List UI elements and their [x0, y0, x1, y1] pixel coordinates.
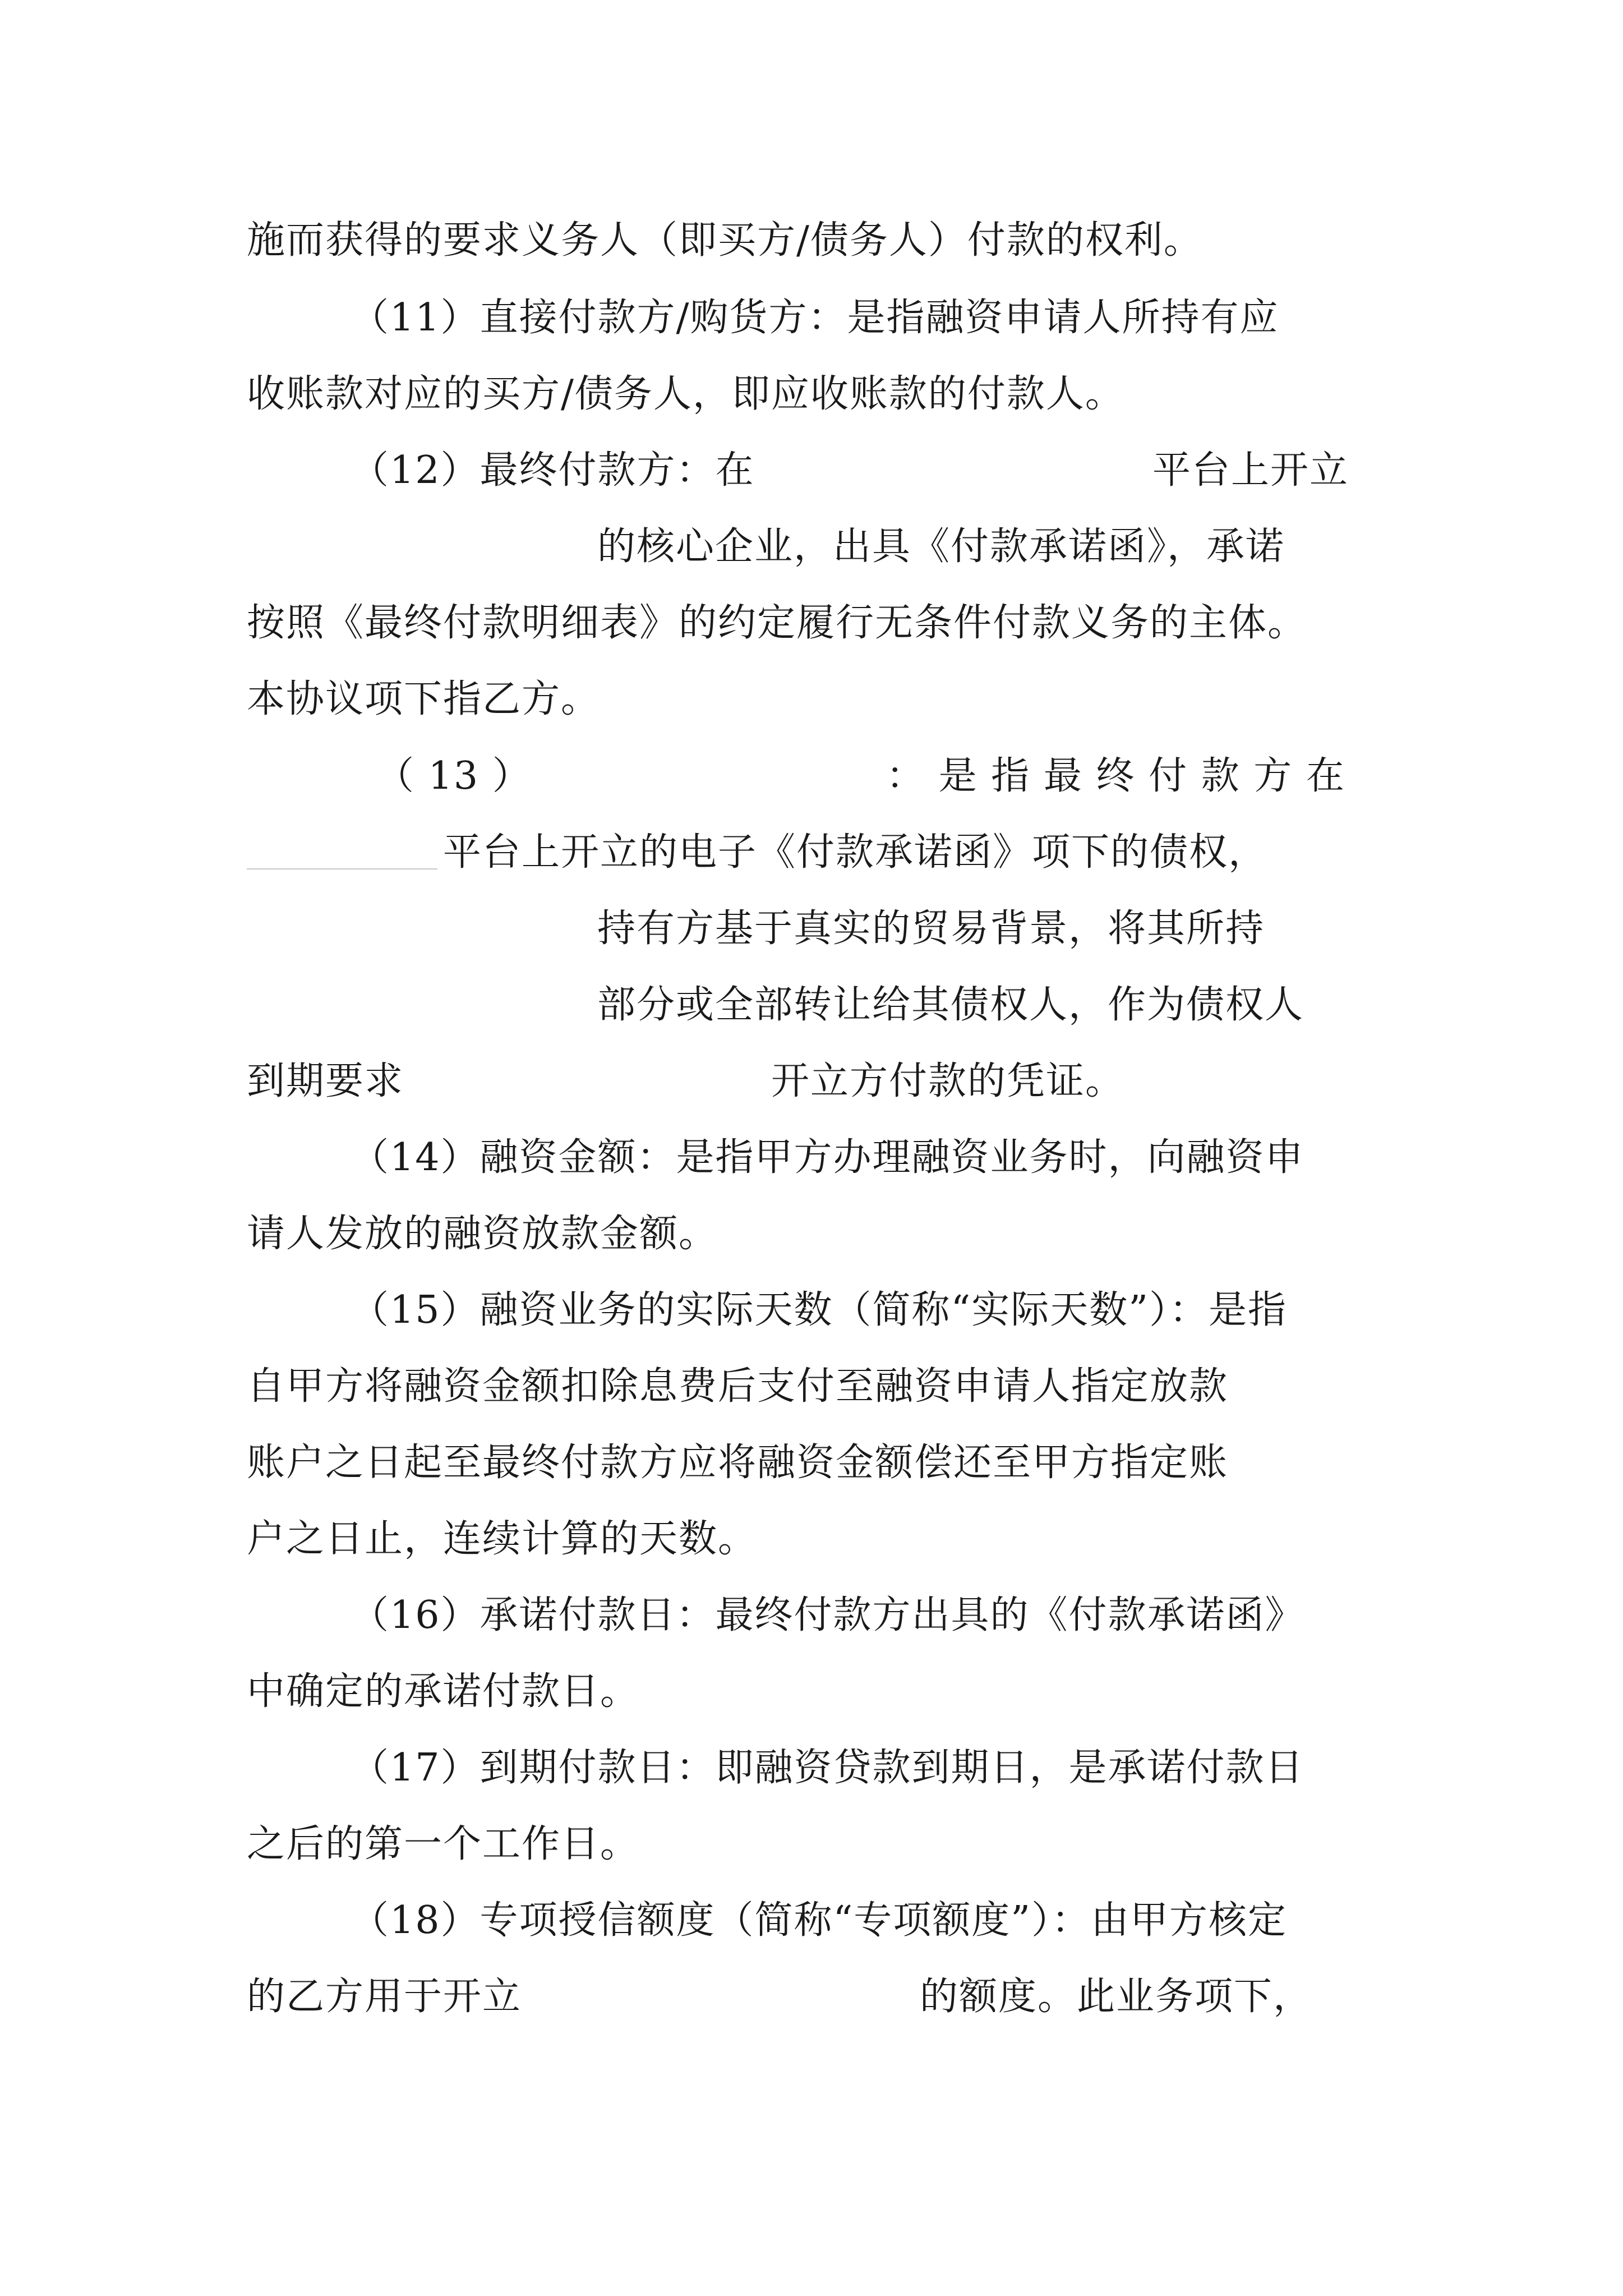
paragraph-13-line-5-right: 开立方付款的凭证。: [771, 1059, 1125, 1103]
paragraph-12-line-3: 按照《最终付款明细表》的约定履行无条件付款义务的主体。: [247, 601, 1307, 645]
paragraph-12-line-1-right: 平台上开立: [1152, 448, 1349, 493]
paragraph-15-line-4: 户之日止，连续计算的天数。: [247, 1517, 758, 1561]
paragraph-12-line-2: 的核心企业，出具《付款承诺函》，承诺: [597, 524, 1285, 569]
paragraph-13-line-1-left: （ 13 ）: [376, 754, 532, 798]
paragraph-15-line-3: 账户之日起至最终付款方应将融资金额偿还至甲方指定账: [247, 1441, 1229, 1485]
paragraph-18-line-2-left: 的乙方用于开立: [247, 1975, 522, 2019]
paragraph-17-line-2: 之后的第一个工作日。: [247, 1822, 640, 1866]
paragraph-17-line-1: （17）到期付款日：即融资贷款到期日，是承诺付款日: [351, 1746, 1304, 1790]
paragraph-13-line-5-left: 到期要求: [247, 1059, 404, 1103]
paragraph-15-line-1: （15）融资业务的实际天数（简称“实际天数”）：是指: [351, 1288, 1288, 1332]
paragraph-14-line-2: 请人发放的融资放款金额。: [247, 1212, 718, 1256]
paragraph-13-line-3: 持有方基于真实的贸易背景，将其所持: [597, 907, 1265, 951]
paragraph-11-line-1: （11）直接付款方/购货方：是指融资申请人所持有应: [351, 296, 1279, 340]
paragraph-14-line-1: （14）融资金额：是指甲方办理融资业务时，向融资申: [351, 1135, 1304, 1180]
paragraph-13-line-2: 平台上开立的电子《付款承诺函》项下的债权，: [443, 830, 1268, 875]
paragraph-18-line-2-right: 的额度。此业务项下，: [920, 1975, 1313, 2019]
blank-underline: [247, 868, 437, 869]
paragraph-15-line-2: 自甲方将融资金额扣除息费后支付至融资申请人指定放款: [247, 1364, 1229, 1409]
paragraph-16-line-2: 中确定的承诺付款日。: [247, 1669, 640, 1714]
paragraph-11-line-2: 收账款对应的买方/债务人，即应收账款的付款人。: [247, 372, 1124, 416]
paragraph-12-line-4: 本协议项下指乙方。: [247, 677, 601, 721]
paragraph-13-line-1-right: ： 是 指 最 终 付 款 方 在: [886, 754, 1345, 798]
paragraph-13-line-4: 部分或全部转让给其债权人，作为债权人: [597, 983, 1304, 1027]
paragraph-12-line-1-left: （12）最终付款方：在: [351, 448, 755, 493]
paragraph-10-end: 施而获得的要求义务人（即买方/债务人）付款的权利。: [247, 218, 1203, 263]
paragraph-18-line-1: （18）专项授信额度（简称“专项额度”）：由甲方核定: [351, 1898, 1288, 1943]
paragraph-16-line-1: （16）承诺付款日：最终付款方出具的《付款承诺函》: [351, 1593, 1304, 1637]
